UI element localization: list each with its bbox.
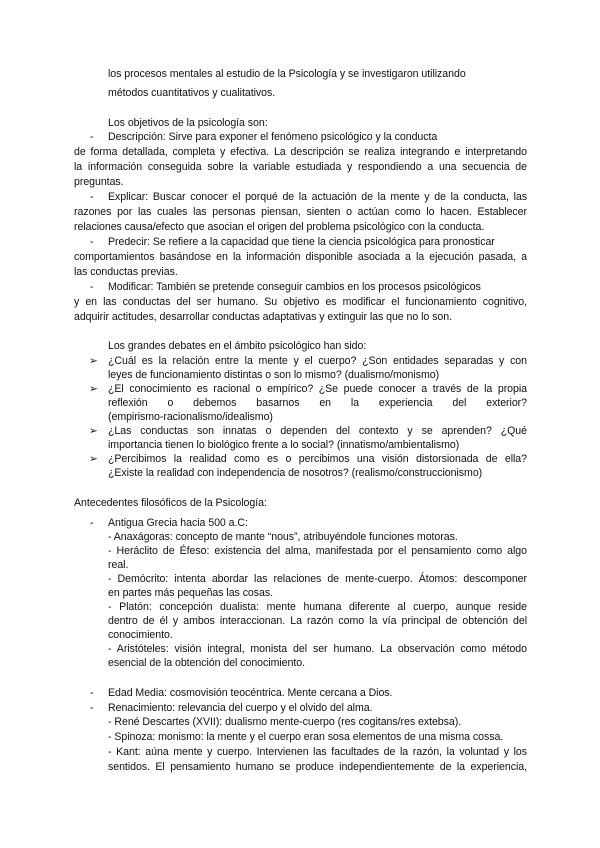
objective-modificar-line: y en las conductas del ser humano. Su objetivo es modificar el funcionamiento cognitivo, [74, 296, 527, 308]
dash-icon: - [90, 236, 94, 248]
debate-item-line: (empirismo-racionalismo/idealismo) [108, 411, 273, 423]
dash-icon: - [90, 687, 94, 699]
arrow-bullet-icon: ➢ [89, 355, 98, 367]
arrow-bullet-icon: ➢ [89, 425, 98, 437]
debate-item: ¿Cuál es la relación entre la mente y el cuerpo? ¿Son entidades separadas y con [108, 355, 527, 367]
grecia-line: - Anaxágoras: concepto de mante “nous”, atribuyéndole funciones motoras. [108, 531, 458, 543]
grecia-line: - Demócrito: intenta abordar las relaciones de mente-cuerpo. Átomos: descomponer [108, 573, 527, 585]
objective-descripcion-line: preguntas. [74, 176, 124, 188]
debate-item-line: ¿Existe la realidad con independencia de nosotros? (realismo/construccionismo) [108, 467, 483, 479]
intro-line-2: métodos cuantitativos y cualitativos. [108, 87, 276, 99]
grecia-line: esencial de la obtención del conocimiento. [108, 657, 305, 669]
grecia-line: real. [108, 559, 129, 571]
grecia-line: dentro de él y ambos interaccionan. La razón como la vía principal de obtención del [108, 615, 527, 627]
grecia-line: - Heráclito de Éfeso: existencia del alma, manifestada por el pensamiento como algo [108, 545, 527, 557]
grecia-line: conocimiento. [108, 629, 173, 641]
renacimiento-title: Renacimiento: relevancia del cuerpo y el olvido del alma. [108, 702, 373, 714]
dash-icon: - [90, 281, 94, 293]
dash-icon: - [90, 702, 94, 714]
debate-item-line: importancia tienen lo biológico frente a lo social? (innatismo/ambientalismo) [108, 439, 460, 451]
grecia-line: - Platón: concepción dualista: mente humana diferente al cuerpo, aunque reside [108, 601, 527, 613]
objective-predecir: Predecir: Se refiere a la capacidad que tiene la ciencia psicológica para pronosticar [108, 236, 495, 248]
debate-item: ¿Las conductas son innatas o dependen del contexto y se aprenden? ¿Qué [108, 425, 527, 437]
objective-descripcion-line: la información conseguida sobre la variable estudiada y respondiendo a una secuencia de [74, 161, 527, 173]
debate-item: ¿Percibimos la realidad como es o percibimos una visión distorsionada de ella? [108, 453, 527, 465]
dash-icon: - [90, 131, 94, 143]
renacimiento-line: sentidos. El pensamiento humano se produce independientemente de la experiencia, [108, 761, 527, 773]
renacimiento-line: - Spinoza: monismo: la mente y el cuerpo eran sosa elementos de una misma cossa. [108, 731, 504, 743]
objective-predecir-line: las conductas previas. [74, 266, 178, 278]
intro-line-1: los procesos mentales al estudio de la Psicología y se investigaron utilizando [108, 68, 466, 80]
antecedentes-heading: Antecedentes filosóficos de la Psicología: [74, 497, 267, 509]
debate-item-line: reflexión o debemos basarnos en la experiencia del exterior? [108, 397, 527, 409]
renacimiento-line: - Kant: aúna mente y cuerpo. Intervienen las facultades de la razón, la voluntad y los [108, 746, 527, 758]
objective-descripcion-line: de forma detallada, completa y efectiva. La descripción se realiza integrando e interpretando [74, 146, 527, 158]
dash-icon: - [90, 191, 94, 203]
objective-predecir-line: comportamientos basándose en la información disponible asociada a la ejecución pasada, a [74, 251, 527, 263]
grecia-title: Antigua Grecia hacia 500 a.C: [108, 517, 248, 529]
objective-modificar-line: adquirir actitudes, desarrollar conductas adaptativas y extinguir las que no lo son. [74, 311, 452, 323]
dash-icon: - [90, 517, 94, 529]
renacimiento-line: - René Descartes (XVII): dualismo mente-cuerpo (res cogitans/res extebsa). [108, 716, 462, 728]
objective-explicar-line: razones por las cuales las personas piensan, sienten o actúan como lo hacen. Establecer [74, 206, 527, 218]
grecia-line: - Aristóteles: visión integral, monista del ser humano. La observación como método [108, 643, 527, 655]
debate-item-line: leyes de funcionamiento distintas o son lo mismo? (dualismo/monismo) [108, 369, 440, 381]
objectives-heading: Los objetivos de la psicología son: [108, 117, 268, 129]
arrow-bullet-icon: ➢ [89, 383, 98, 395]
objective-descripcion: Descripción: Sirve para exponer el fenómeno psicológico y la conducta [108, 131, 438, 143]
edad-media: Edad Media: cosmovisión teocéntrica. Mente cercana a Dios. [108, 687, 393, 699]
debates-heading: Los grandes debates en el ámbito psicológico han sido: [108, 340, 367, 352]
arrow-bullet-icon: ➢ [89, 453, 98, 465]
debate-item: ¿El conocimiento es racional o empírico? ¿Se puede conocer a través de la propia [108, 383, 527, 395]
objective-explicar: Explicar: Buscar conocer el porqué de la actuación de la mente y de la conducta, las [108, 191, 527, 203]
objective-modificar: Modificar: También se pretende conseguir cambios en los procesos psicológicos [108, 281, 481, 293]
grecia-line: en partes más pequeñas las cosas. [108, 587, 274, 599]
objective-explicar-line: relaciones causa/efecto que asocian el origen del problema psicológico con la conducta. [74, 221, 485, 233]
